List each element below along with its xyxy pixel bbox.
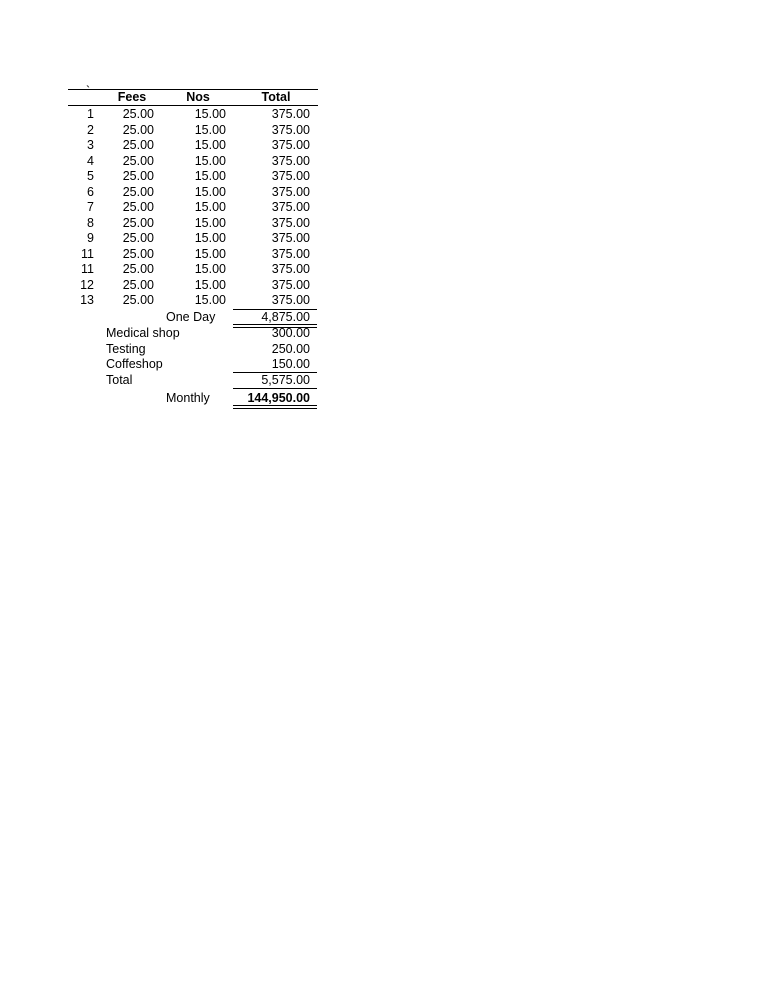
one-day-value: 4,875.00	[261, 310, 310, 324]
row-total: 375.00	[271, 184, 310, 199]
row-total: 375.00	[271, 169, 310, 183]
row-nos: 15.00	[194, 231, 226, 245]
row-fees: 25.00	[122, 293, 154, 307]
monthly-label: Monthly	[166, 391, 210, 405]
row-number: 5	[87, 169, 94, 183]
extra-label: Coffeshop	[106, 357, 163, 371]
row-fees: 25.00	[122, 231, 154, 245]
row-nos: 15.00	[194, 200, 226, 214]
row-number: 7	[87, 200, 94, 214]
row-total: 375.00	[271, 262, 310, 276]
row-number: 11	[81, 262, 94, 276]
row-nos: 15.00	[194, 169, 226, 183]
row-fees: 25.00	[122, 262, 154, 276]
row-total: 375.00	[271, 122, 310, 137]
row-nos: 15.00	[194, 122, 226, 137]
row-nos: 15.00	[194, 153, 226, 168]
row-total: 375.00	[271, 231, 310, 245]
row-nos: 15.00	[194, 215, 226, 230]
row-fees: 25.00	[122, 169, 154, 183]
row-number: 6	[87, 184, 94, 199]
row-number: 12	[80, 277, 94, 292]
row-fees: 25.00	[122, 184, 154, 199]
row-nos: 15.00	[194, 184, 226, 199]
row-total: 375.00	[271, 277, 310, 292]
row-fees: 25.00	[122, 277, 154, 292]
fees-header: Fees	[117, 90, 147, 104]
row-number: 3	[87, 138, 94, 152]
extra-value: 300.00	[271, 326, 310, 340]
row-total: 375.00	[271, 138, 310, 152]
row-number: 4	[87, 153, 94, 168]
monthly-top-rule	[233, 388, 317, 389]
extra-label: Medical shop	[106, 326, 180, 340]
row-nos: 15.00	[194, 107, 226, 121]
row-total: 375.00	[271, 200, 310, 214]
row-nos: 15.00	[194, 246, 226, 261]
header-bottom-rule	[68, 105, 318, 106]
row-total: 375.00	[271, 215, 310, 230]
total-header: Total	[261, 90, 291, 104]
nos-header: Nos	[186, 90, 210, 104]
monthly-double-rule	[233, 405, 317, 409]
one-day-label: One Day	[166, 310, 216, 324]
total-label: Total	[106, 373, 133, 387]
row-number: 13	[80, 293, 94, 307]
row-fees: 25.00	[122, 153, 154, 168]
row-number: 9	[87, 231, 94, 245]
row-total: 375.00	[271, 246, 310, 261]
row-number: 1	[87, 107, 94, 121]
row-nos: 15.00	[194, 277, 226, 292]
row-nos: 15.00	[194, 293, 226, 307]
row-fees: 25.00	[122, 122, 154, 137]
row-fees: 25.00	[122, 107, 154, 121]
row-nos: 15.00	[194, 138, 226, 152]
row-number: 8	[87, 215, 94, 230]
row-fees: 25.00	[122, 246, 154, 261]
corner-mark: `	[86, 84, 91, 98]
row-fees: 25.00	[122, 138, 154, 152]
row-total: 375.00	[271, 153, 310, 168]
row-total: 375.00	[271, 107, 310, 121]
row-fees: 25.00	[122, 215, 154, 230]
row-fees: 25.00	[122, 200, 154, 214]
extra-label: Testing	[106, 341, 146, 356]
row-nos: 15.00	[194, 262, 226, 276]
extra-value: 250.00	[271, 341, 310, 356]
row-number: 11	[81, 246, 94, 261]
row-number: 2	[87, 122, 94, 137]
total-value: 5,575.00	[261, 373, 310, 387]
monthly-value: 144,950.00	[247, 391, 310, 405]
row-total: 375.00	[271, 293, 310, 307]
extra-value: 150.00	[271, 357, 310, 371]
